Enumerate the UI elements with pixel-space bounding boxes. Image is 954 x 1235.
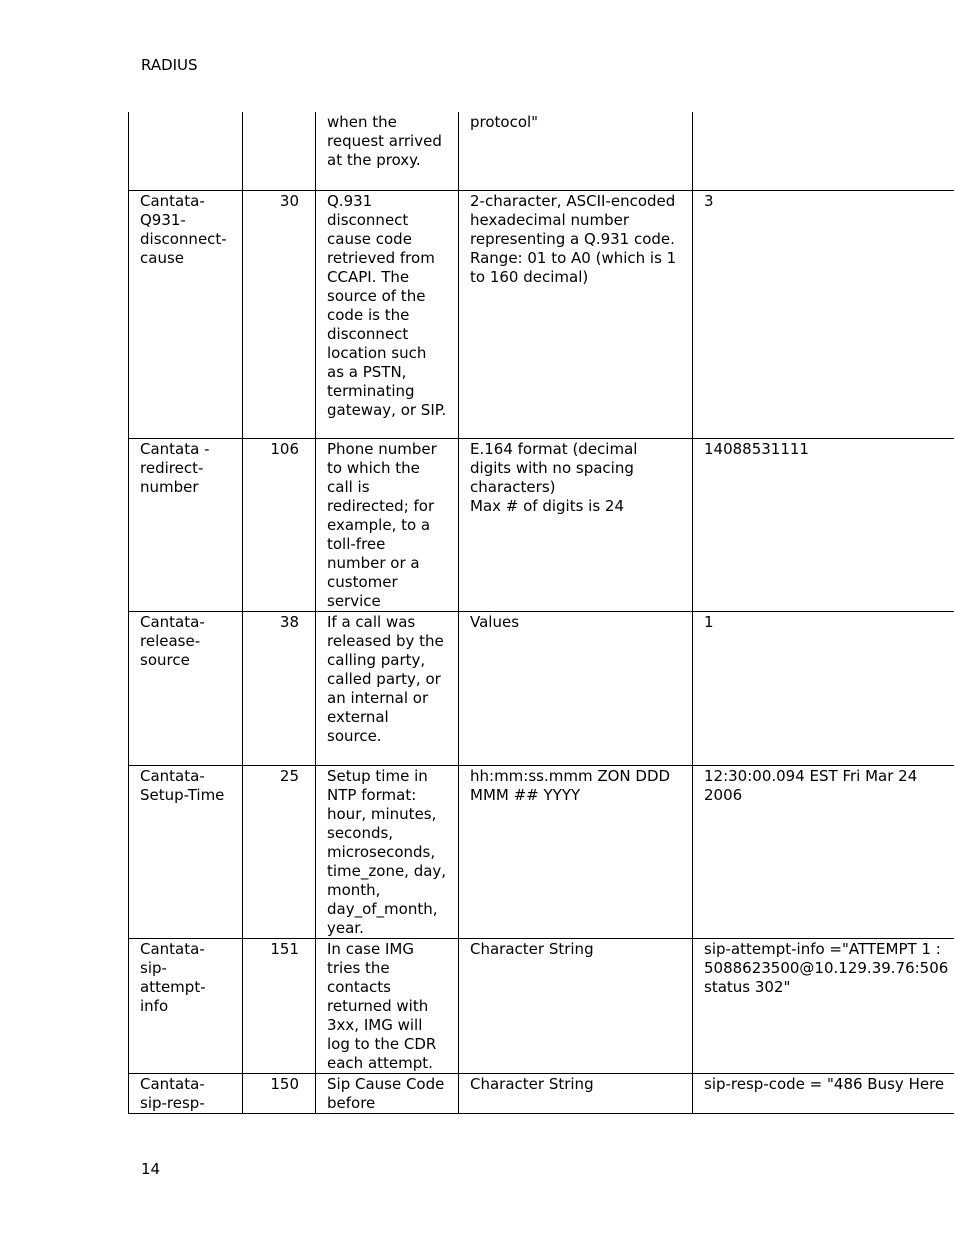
attribute-name-cell: Cantata-Setup-Time [129,765,243,938]
format-cell: Character String [459,1073,693,1113]
description-cell: Setup time in NTP format: hour, minutes, seconds, microseconds, time_zone, day, month, day_of_month, year. [316,765,459,938]
example-cell [693,1073,954,1113]
format-cell: Values [459,611,693,765]
example-cell [693,938,954,1073]
format-cell: Character String [459,938,693,1073]
format-cell: protocol" [459,112,693,190]
table-row [129,438,954,611]
attribute-number-cell: 106 [243,438,316,611]
description-cell: Q.931 disconnect cause code retrieved from CCAPI. The source of the code is the disconnect location such as a PSTN, terminating gateway, or SIP. [316,190,459,438]
table-row [129,1073,954,1113]
table-row [129,190,954,438]
example-cell [693,765,954,938]
format-cell: 2-character, ASCII-encoded hexadecimal number representing a Q.931 code. Range: 01 to A0 (which is 1 to 160 decimal) [459,190,693,438]
example-line: status 302" [704,977,791,996]
example-line: 14088531111 [704,439,809,458]
attribute-name-cell: Cantata -redirect-number [129,438,243,611]
table-row [129,765,954,938]
example-line: 5088623500@10.129.39.76:506 [704,958,949,977]
table-row [129,938,954,1073]
example-line: sip-resp-code = "486 Busy Here [704,1074,945,1093]
attribute-number-cell [243,112,316,190]
description-cell: If a call was released by the calling party, called party, or an internal or external source. [316,611,459,765]
description-cell: Phone number to which the call is redirected; for example, to a toll-free number or a customer service [316,438,459,611]
page-number: 14 [141,1160,161,1178]
description-cell: In case IMG tries the contacts returned with 3xx, IMG will log to the CDR each attempt. [316,938,459,1073]
attribute-table-container [128,112,954,1115]
attribute-name-cell: Cantata-sip-resp- [129,1073,243,1113]
attribute-number-cell: 151 [243,938,316,1073]
example-line: 1 [704,612,714,631]
table-row [129,112,954,190]
attribute-table-body [129,112,954,1113]
example-line: sip-attempt-info ="ATTEMPT 1 : [704,939,941,958]
attribute-name-cell: Cantata-sip-attempt-info [129,938,243,1073]
attribute-table [128,112,954,1114]
example-cell [693,438,954,611]
description-cell: Sip Cause Code before [316,1073,459,1113]
attribute-number-cell: 38 [243,611,316,765]
description-cell: when the request arrived at the proxy. [316,112,459,190]
example-line: 12:30:00.094 EST Fri Mar 24 [704,766,918,785]
attribute-number-cell: 25 [243,765,316,938]
example-line: 2006 [704,785,743,804]
example-line: 3 [704,191,714,210]
format-cell: hh:mm:ss.mmm ZON DDD MMM ## YYYY [459,765,693,938]
format-cell: E.164 format (decimal digits with no spacing characters) Max # of digits is 24 [459,438,693,611]
page-header: RADIUS [141,56,198,74]
example-cell [693,190,954,438]
example-cell [693,611,954,765]
attribute-number-cell: 30 [243,190,316,438]
attribute-name-cell: Cantata-Q931-disconnect-cause [129,190,243,438]
attribute-number-cell: 150 [243,1073,316,1113]
table-row [129,611,954,765]
attribute-name-cell [129,112,243,190]
example-cell [693,112,954,190]
attribute-name-cell: Cantata-release-source [129,611,243,765]
